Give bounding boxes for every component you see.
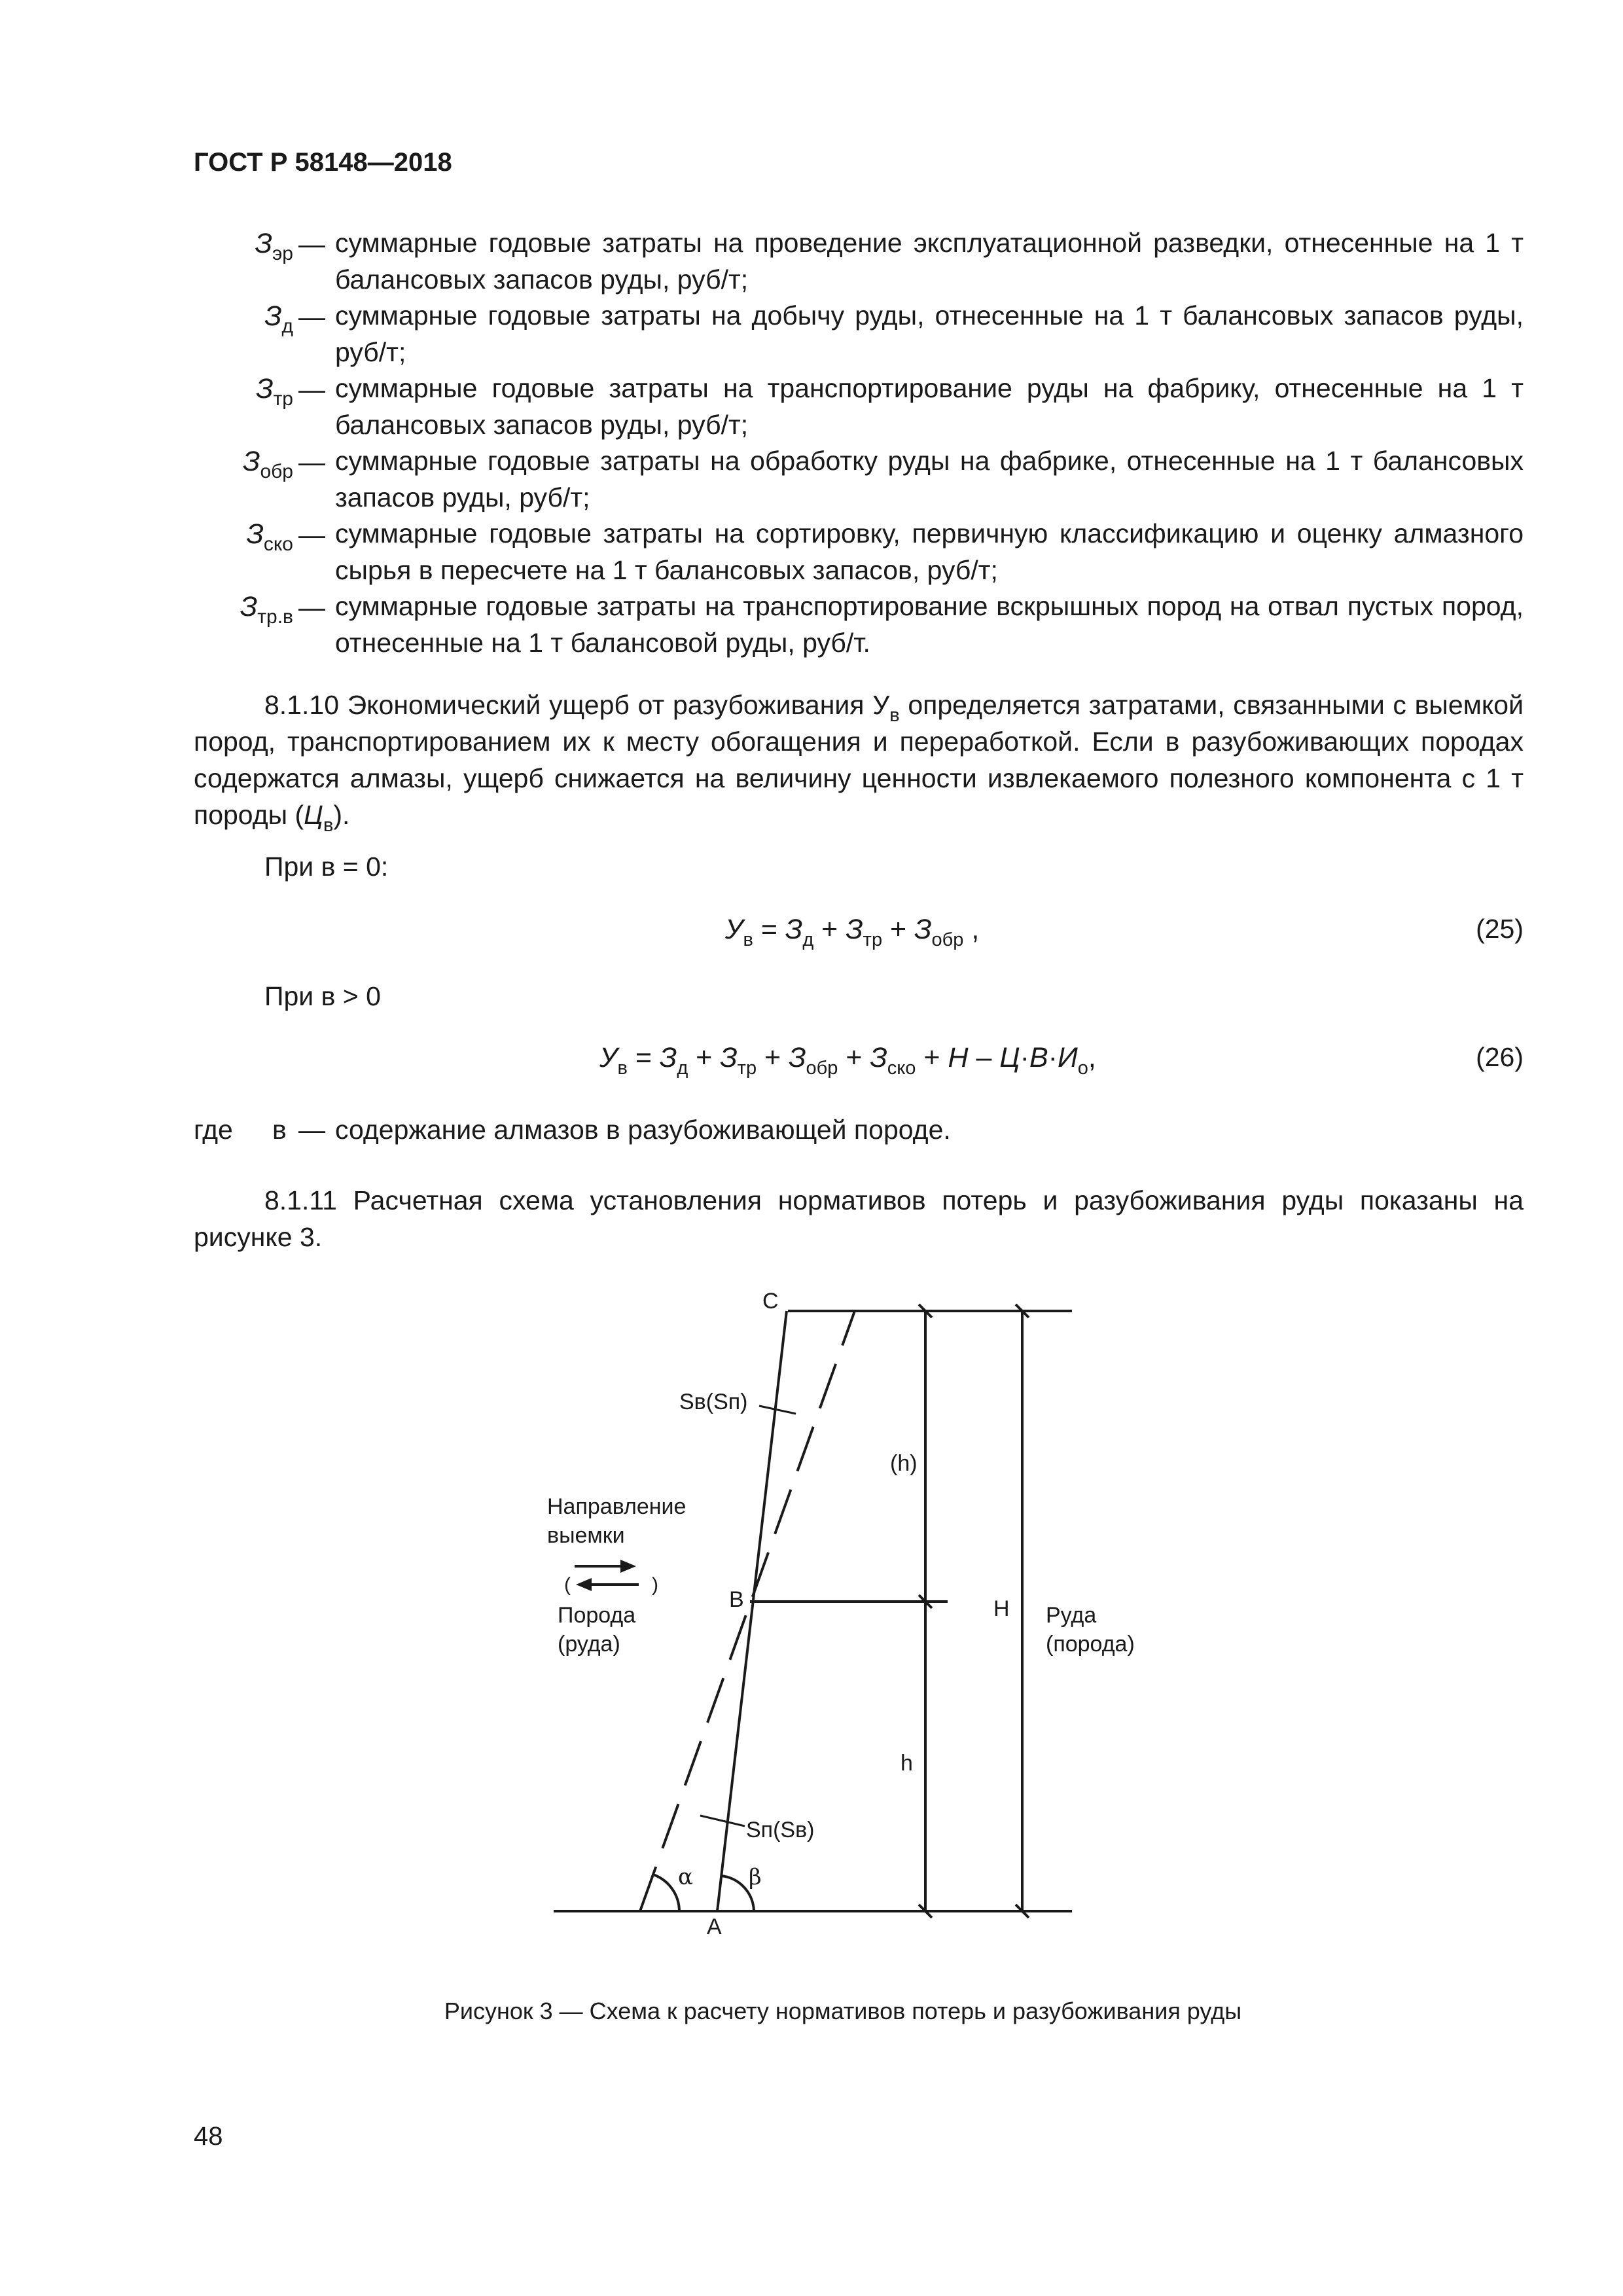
equation-number-26: (26) [1476,1042,1524,1072]
where-text: содержание алмазов в разубоживающей породе. [335,1115,951,1145]
arrow-right-icon [620,1560,636,1573]
definition-text: суммарные годовые затраты на обработку руды на фабрике, отнесенные на 1 т балансовых запасов руды, руб/т; [335,446,1524,512]
formula-25: $У_в = З_д + З_{тр} + З_{обр}$ , [725,914,980,951]
definition-text: суммарные годовые затраты на транспортирование руды на фабрику, отнесенные на 1 т балансовых запасов руды, руб/т; [335,373,1524,440]
angle-beta-label: β [749,1864,762,1890]
point-label-c: C [762,1289,779,1314]
point-label-b: B [729,1587,744,1612]
label-paren-close: ) [652,1574,658,1596]
formula-26: $У_в = З_д + З_{тр} + З_{обр} + З_{ско} + Н - Ц\cdot В\cdot И_о$, [599,1042,1096,1079]
definition-text: суммарные годовые затраты на добычу руды, отнесенные на 1 т балансовых запасов руды, руб/т; [335,300,1524,367]
definition-dash: — [298,520,325,550]
label-direction-1: Направление [547,1494,687,1519]
definition-symbol: $З_{обр}$ [243,446,293,483]
label-sp-sv: Sп(Sв) [746,1818,815,1842]
definition-symbol: $З_{тр.в}$ [240,591,293,628]
arrow-left-icon [576,1578,592,1591]
definition-symbol: $З_{эр}$ [255,228,293,265]
definition-text: суммарные годовые затраты на сортировку, первичную классификацию и оценку алмазного сырья в пересчете на 1 т балансовых запасов, руб/т; [335,518,1524,585]
paragraph-8-1-11: 8.1.11 Расчетная схема установления нормативов потерь и разубоживания руды показаны на рисунке 3. [194,1185,1524,1252]
direction-arrows [575,1560,639,1591]
condition-b-zero: При в = 0: [264,852,389,882]
definition-dash: — [298,229,325,259]
figure-caption: Рисунок 3 — Схема к расчету нормативов потерь и разубоживания руды [444,1998,1242,2024]
label-direction-2: выемки [547,1523,625,1548]
label-rock-1: Порода [558,1603,636,1628]
definition-dash: — [298,374,325,404]
paragraph-8-1-10: 8.1.10 Экономический ущерб от разубоживания $У_в$ определяется затратами, связанными с выемкой пород, транспортированием их к месту обогащения и переработкой. Если в разубоживающих породах содержатся алмазы, ущерб снижается на величину ценности извлекаемого полезного компонента с 1 т породы $(Ц_в)$. [194,690,1524,836]
where-word: где [194,1115,233,1145]
label-H: H [993,1596,1010,1621]
where-symbol: в [272,1115,287,1145]
equation-number-25: (25) [1476,914,1524,944]
definition-text: суммарные годовые затраты на проведение эксплуатационной разведки, отнесенные на 1 т балансовых запасов руды, руб/т; [335,228,1524,295]
where-dash: — [298,1115,325,1145]
definition-dash: — [298,302,325,332]
definition-dash: — [298,447,325,477]
definition-symbol: $З_{ско}$ [246,518,293,556]
document-code-header: ГОСТ Р 58148—2018 [194,148,452,177]
definition-symbol: $З_{тр}$ [256,373,293,410]
label-h: h [901,1751,913,1776]
angle-alpha-arc [653,1874,679,1911]
label-ore-2: (порода) [1046,1632,1135,1657]
definition-symbol: $З_д$ [264,300,293,338]
condition-b-positive: При в > 0 [264,981,381,1011]
leader-line-sp [700,1816,745,1826]
angle-alpha-label: α [678,1864,693,1890]
label-ore-1: Руда [1046,1603,1097,1628]
point-label-a: A [707,1914,722,1939]
page-number: 48 [194,2122,223,2151]
definition-text: суммарные годовые затраты на транспортирование вскрышных пород на отвал пустых пород, отнесенные на 1 т балансовой руды, руб/т. [335,591,1524,658]
leader-line-sv [759,1406,796,1414]
label-paren-open: ( [564,1574,571,1596]
definition-dash: — [298,592,325,622]
label-sv-sp: Sв(Sп) [679,1390,748,1414]
label-h-paren: (h) [890,1451,918,1476]
label-rock-2: (руда) [558,1632,620,1657]
